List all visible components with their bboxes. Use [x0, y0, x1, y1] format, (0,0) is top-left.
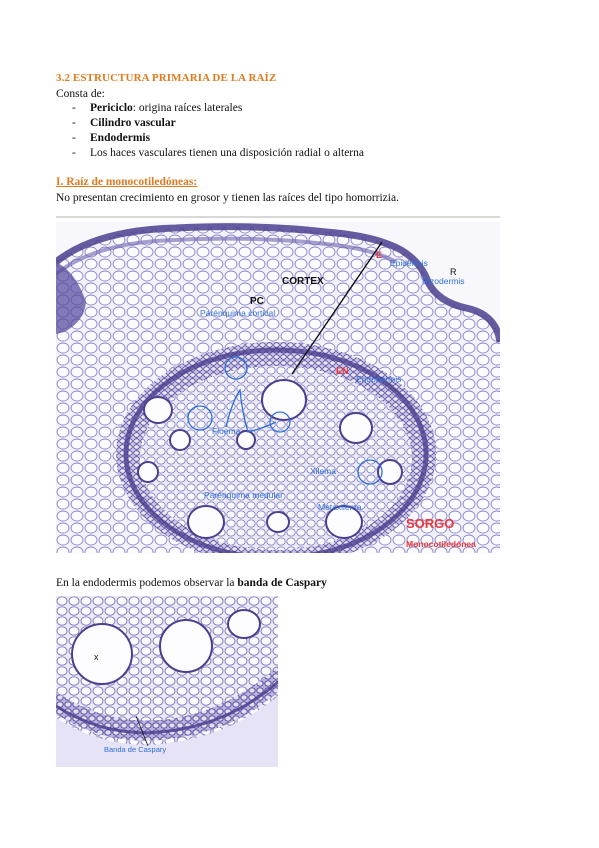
list-item-bold: Periciclo — [90, 102, 133, 114]
label-parenquima-medular: Parénquima medular — [204, 490, 283, 500]
label-xilema: Xilema — [310, 466, 336, 476]
list-dash: - — [72, 132, 76, 144]
list-dash: - — [72, 102, 76, 114]
root-cross-section-micrograph — [56, 222, 500, 553]
label-floema: Floema — [212, 426, 241, 436]
label-x: x — [94, 652, 99, 662]
subsection-title: I. Raíz de monocotiledóneas: — [56, 176, 198, 188]
description-text: No presentan crecimiento en grosor y tienen las raíces del tipo homorrizia. — [56, 192, 399, 204]
label-cortex: CORTEX — [282, 276, 324, 287]
list-dash: - — [72, 117, 76, 129]
divider — [56, 216, 500, 218]
structure-list — [56, 101, 364, 161]
label-metaxilema: Metaxilema — [318, 502, 362, 512]
label-pc: PC — [250, 296, 264, 307]
caspary-sentence — [56, 577, 327, 589]
list-dash: - — [72, 147, 76, 159]
list-item-rest: Los haces vasculares tienen una disposición radial o alterna — [90, 147, 364, 159]
list-item — [56, 116, 364, 131]
list-item-rest: : origina raíces laterales — [132, 102, 243, 114]
list-item — [56, 131, 364, 146]
label-r: R — [450, 267, 457, 277]
label-endodermis: Endodermis — [356, 374, 402, 384]
list-item — [56, 101, 364, 116]
list-item-bold: Endodermis — [90, 132, 151, 144]
label-e: E — [376, 250, 383, 260]
list-item-bold: Cilindro vascular — [90, 117, 176, 129]
label-banda-de-caspary: Banda de Caspary — [104, 745, 167, 754]
label-epidermis: Epidermis — [390, 258, 428, 268]
label-parenquima-cortical: Parénquima cortical — [200, 308, 276, 318]
label-monocotiledonea: Monocotiledónea — [406, 539, 476, 549]
caspary-text: En la endodermis podemos observar la — [56, 577, 238, 589]
section-title: 3.2 ESTRUCTURA PRIMARIA DE LA RAÍZ — [56, 72, 277, 84]
label-rizodermis: Rizodermis — [422, 276, 465, 286]
endodermis-micrograph — [56, 596, 278, 767]
caspary-bold: banda de Caspary — [237, 577, 327, 589]
list-item — [56, 146, 364, 161]
label-en: EN — [336, 366, 349, 376]
label-sorgo: SORGO — [406, 516, 455, 531]
consta-de-label: Consta de: — [56, 88, 105, 100]
